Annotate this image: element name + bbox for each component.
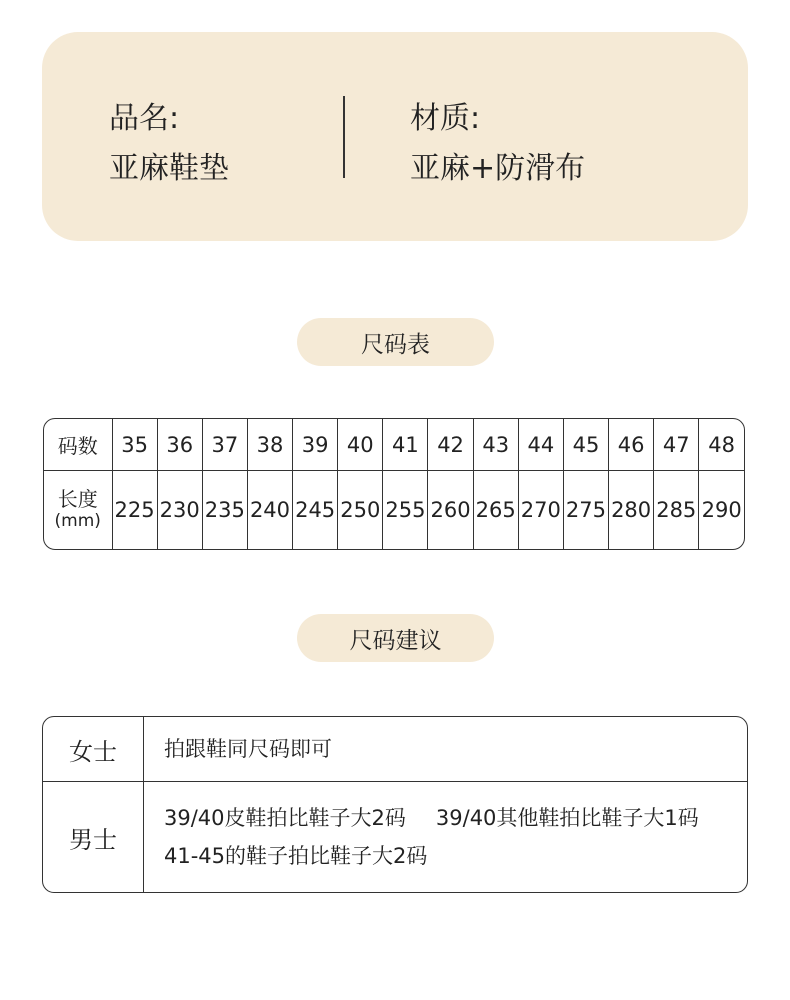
size-chart-title: 尺码表 [297, 318, 494, 366]
length-cell: 230 [157, 471, 202, 549]
length-cell: 270 [518, 471, 563, 549]
length-cell: 240 [247, 471, 292, 549]
size-cell: 41 [383, 419, 428, 471]
size-chart-table [43, 418, 745, 550]
length-cell: 245 [293, 471, 338, 549]
length-header-label: 长度 [57, 487, 98, 512]
advice-row [43, 717, 747, 782]
advice-text: 39/40其他鞋拍比鞋子大1码 [435, 806, 699, 830]
advice-text: 41-45的鞋子拍比鞋子大2码 [164, 844, 428, 868]
size-cell: 38 [247, 419, 292, 471]
advice-text: 39/40皮鞋拍比鞋子大2码 [164, 806, 406, 830]
length-cell: 265 [473, 471, 518, 549]
advice-row-content [144, 782, 748, 893]
size-cell: 44 [518, 419, 563, 471]
product-name-label: 品名: [109, 101, 180, 136]
material-block [410, 94, 585, 194]
material-label: 材质: [410, 101, 481, 136]
length-cell: 280 [609, 471, 654, 549]
size-cell: 39 [293, 419, 338, 471]
length-cell: 225 [112, 471, 157, 549]
advice-row-content [144, 717, 748, 782]
size-cell: 35 [112, 419, 157, 471]
size-cell: 40 [338, 419, 383, 471]
length-unit-label: (mm) [54, 511, 101, 532]
size-cell: 43 [473, 419, 518, 471]
length-cell: 250 [338, 471, 383, 549]
size-cell: 45 [563, 419, 608, 471]
length-cell: 275 [563, 471, 608, 549]
product-info-card [42, 32, 748, 241]
advice-line [164, 837, 747, 875]
size-cell: 36 [157, 419, 202, 471]
product-name-block [109, 94, 229, 194]
length-header-cell [44, 471, 112, 549]
size-cell: 48 [699, 419, 744, 471]
advice-row [43, 782, 747, 893]
size-advice-table [42, 716, 748, 893]
length-cell: 255 [383, 471, 428, 549]
advice-line [164, 730, 747, 768]
material-value: 亚麻+防滑布 [410, 151, 586, 186]
advice-line [164, 799, 747, 837]
size-advice-title: 尺码建议 [297, 614, 494, 662]
size-cell: 47 [654, 419, 699, 471]
length-cell: 285 [654, 471, 699, 549]
advice-row-label: 男士 [43, 782, 144, 893]
length-cell: 235 [202, 471, 247, 549]
advice-text: 拍跟鞋同尺码即可 [164, 737, 332, 761]
size-header-cell: 码数 [44, 419, 112, 471]
size-cell: 46 [609, 419, 654, 471]
size-row [44, 419, 744, 471]
product-name-value: 亚麻鞋垫 [109, 151, 229, 186]
advice-row-label: 女士 [43, 717, 144, 782]
info-divider [343, 96, 345, 178]
length-row [44, 471, 744, 549]
size-cell: 42 [428, 419, 473, 471]
length-cell: 260 [428, 471, 473, 549]
size-cell: 37 [202, 419, 247, 471]
length-cell: 290 [699, 471, 744, 549]
